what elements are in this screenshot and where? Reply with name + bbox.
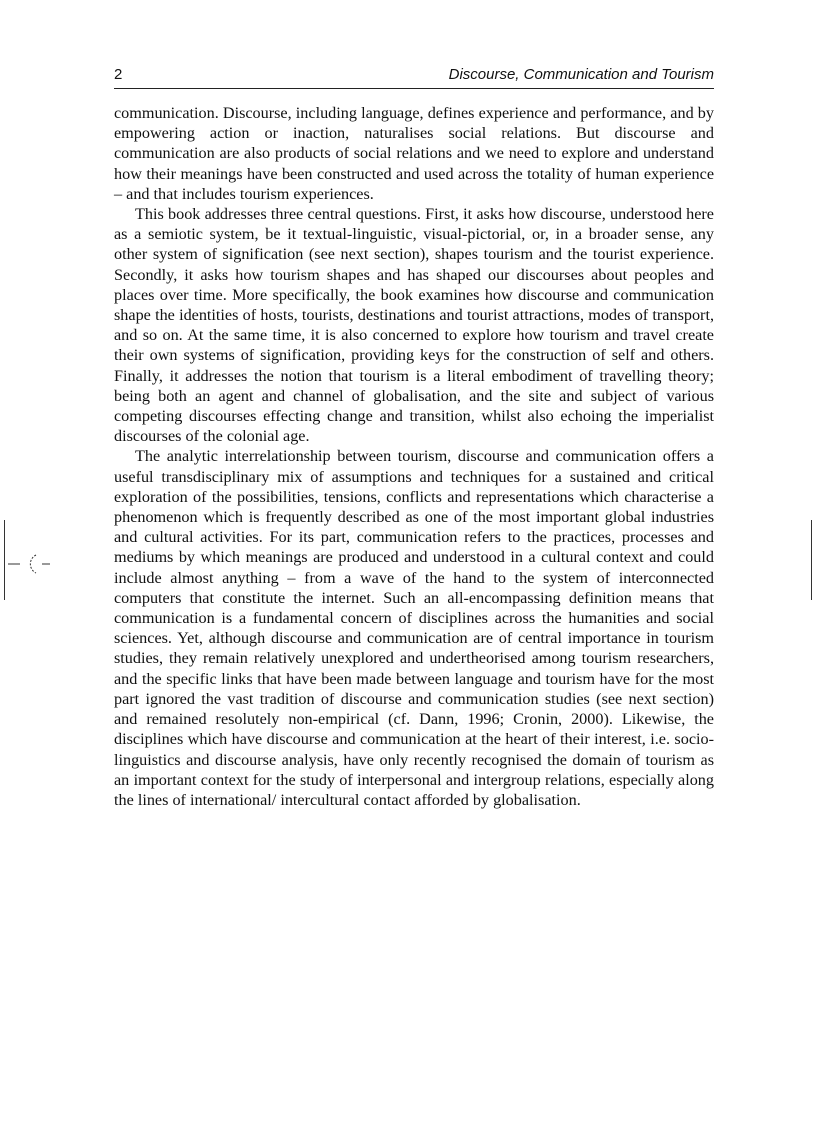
page-number: 2: [114, 66, 123, 83]
paragraph-2: This book addresses three central questions. First, it asks how discourse, understood here as a semiotic system, be it textual-linguistic, visual-pictorial, or, in a broader sense, any other system of signification (see next section), shapes tourism and the tourist experience. Secondly, it asks how tourism shapes and has shaped our discourses about peoples and places over time. More specifically, the book examines how discourse and communication shape the identities of hosts, tourists, destinations and tourist attractions, modes of transport, and so on. At the same time, it is also concerned to explore how tourism and travel create their own systems of signification, providing keys for the construction of self and others. Finally, it addresses the notion that tourism is a literal embodiment of travelling theory; being both an agent and channel of globalisation, and the site and subject of various competing discourses effecting change and transition, whilst also echoing the imperialist discourses of the colonial age.: [114, 205, 714, 446]
paragraph-1: communication. Discourse, including language, defines experience and performance, and by empowering action or inaction, naturalises social relations. But discourse and communication are also products of social relations and we need to explore and understand how their meanings have been constructed and used across the totality of human experience – and that includes tourism experiences.: [114, 104, 714, 203]
running-head: [114, 66, 714, 89]
left-crop-mark: [4, 520, 5, 600]
running-title: Discourse, Communication and Tourism: [448, 66, 714, 83]
registration-crosshair-icon: [8, 552, 52, 576]
body-text: [114, 103, 714, 810]
right-crop-mark: [811, 520, 812, 600]
paragraph-3: The analytic interrelationship between tourism, discourse and communication offers a useful transdisciplinary mix of assumptions and techniques for a sustained and critical exploration of the possibilities, tensions, conflicts and representations which characterise a phenomenon which is frequently described as one of the most important global industries and cultural activities. For its part, communication refers to the practices, processes and mediums by which meanings are produced and understood in a cultural context and could include almost anything – from a wave of the hand to the system of interconnected computers that constitute the internet. Such an all-encompassing definition means that communication is a fundamental concern of disciplines across the humanities and social sciences. Yet, although discourse and communication are of central importance in tourism studies, they remain relatively unexplored and undertheorised among tourism researchers, and the specific links that have been made between language and tourism have for the most part ignored the vast tradition of discourse and communication studies (see next section) and remained resolutely non-empirical (cf. Dann, 1996; Cronin, 2000). Likewise, the disciplines which have discourse and communication at the heart of their interest, i.e. sociolinguistics and discourse analysis, have only recently recognised the domain of tourism as an important context for the study of interpersonal and intergroup relations, especially along the lines of international/ intercultural contact afforded by globalisation.: [114, 447, 714, 809]
